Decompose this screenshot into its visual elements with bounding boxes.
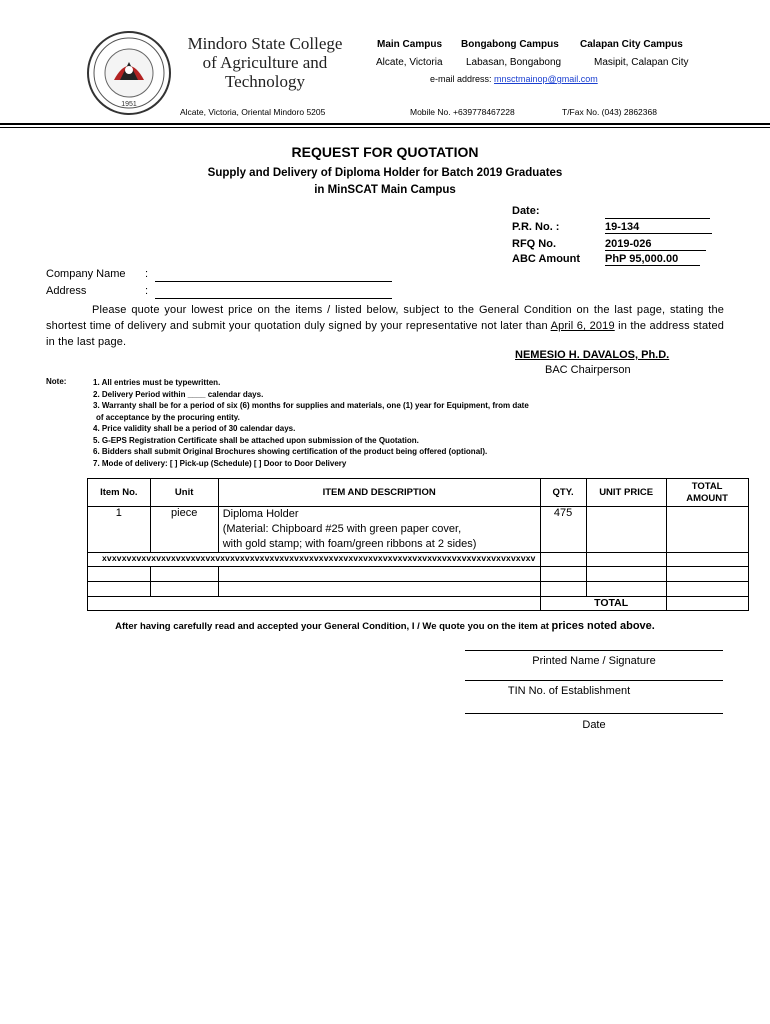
document-subtitle-line1: Supply and Delivery of Diploma Holder for Batch 2019 Graduates (207, 167, 563, 179)
email-label: e-mail address: (430, 74, 495, 84)
telfax-number: T/Fax No. (043) 2862368 (562, 107, 657, 117)
campus-main-location: Alcate, Victoria (376, 57, 443, 68)
note-item: 2. Delivery Period within ____ calendar days. (93, 389, 264, 399)
table-header-row (88, 479, 749, 507)
address-field[interactable] (155, 285, 392, 299)
instruction-paragraph: Please quote your lowest price on the items / listed below, subject to the General Condition on the last page, stating the shortest time of delivery and submit your quotation duly signed by your representative not later than April 6, 2019 in the address stated in the last page. (46, 304, 725, 348)
document-subtitle-line2: in MinSCAT Main Campus (314, 184, 456, 196)
col-total-amount: TOTAL AMOUNT (666, 479, 748, 507)
college-seal-logo (86, 30, 172, 116)
table-row (88, 507, 749, 553)
campus-main-name: Main Campus (377, 39, 443, 50)
x-out-line: xvxvxvxvxvxvxvxvxvxvxvxvxvxvxvxvxvxvxvxvxvxvxvxvxvxvxvxvxvxvxvxvxvxvxvxvxvxvxvxvxvxvxvxv (88, 553, 541, 567)
date-signature-line[interactable] (465, 713, 723, 714)
company-name-label: Company Name (46, 268, 126, 280)
abc-label: ABC Amount (512, 253, 581, 265)
college-name: Mindoro State College of Agriculture and Technology (187, 34, 343, 91)
note-item: 7. Mode of delivery: [ ] Pick-up (Schedule) [ ] Door to Door Delivery (93, 458, 347, 468)
address-colon: : (145, 285, 149, 297)
table-row (88, 582, 749, 597)
grand-total-value[interactable] (666, 597, 748, 611)
tin-label: TIN No. of Establishment (507, 685, 631, 697)
col-unit: Unit (150, 479, 218, 507)
note-item: 6. Bidders shall submit Original Brochures showing certification of the product being offered (optional). (93, 447, 488, 456)
row1-qty: 475 (540, 507, 586, 553)
submission-deadline: April 6, 2019 (550, 320, 615, 332)
college-address: Alcate, Victoria, Oriental Mindoro 5205 (180, 107, 326, 117)
header-divider-thin (0, 127, 770, 128)
row1-unit-price[interactable] (586, 507, 666, 553)
signatory-title: BAC Chairperson (545, 364, 631, 376)
header-divider (0, 123, 770, 125)
campus-calapan-location: Masipit, Calapan City (594, 57, 689, 68)
note-label: Note: (46, 377, 67, 386)
email-line (430, 74, 598, 84)
rfq-label: RFQ No. (512, 238, 556, 250)
seal-year: 1951 (121, 101, 137, 108)
email-link[interactable]: mnsctmainop@gmail.com (494, 74, 598, 84)
note-item: 3. Warranty shall be for a period of six (6) months for supplies and materials, one (1) year for Equipment, from date (93, 401, 529, 410)
table-row (88, 553, 749, 567)
table-row (88, 567, 749, 582)
tin-line[interactable] (465, 680, 723, 681)
closing-statement: After having carefully read and accepted your General Condition, I / We quote you on the item at prices noted above. (115, 620, 655, 632)
note-item: 4. Price validity shall be a period of 30 calendar days. (93, 424, 296, 433)
company-name-field[interactable] (155, 268, 392, 282)
table-total-row (88, 597, 749, 611)
campus-calapan-name: Calapan City Campus (580, 39, 683, 50)
note-item: 5. G-EPS Registration Certificate shall be attached upon submission of the Quotation. (93, 435, 419, 445)
row1-description: Diploma Holder (Material: Chipboard #25 with green paper cover, with gold stamp; with foam/green ribbons at 2 sides) (218, 507, 540, 553)
mobile-number: Mobile No. +639778467228 (410, 107, 515, 117)
quotation-table (87, 478, 749, 611)
notes-list (93, 377, 613, 469)
abc-value: PhP 95,000.00 (605, 253, 700, 266)
document-title: REQUEST FOR QUOTATION (291, 144, 479, 160)
col-item-no: Item No. (88, 479, 151, 507)
date-signature-label: Date (582, 719, 606, 731)
company-name-colon: : (145, 268, 149, 280)
rfq-value: 2019-026 (605, 238, 706, 251)
row1-item-no: 1 (88, 507, 151, 553)
pr-value: 19-134 (605, 221, 712, 234)
campus-bongabong-name: Bongabong Campus (461, 39, 559, 50)
pr-label: P.R. No. : (512, 221, 560, 233)
row1-unit: piece (150, 507, 218, 553)
address-label: Address (46, 285, 87, 297)
col-unit-price: UNIT PRICE (586, 479, 666, 507)
col-item-desc: ITEM AND DESCRIPTION (218, 479, 540, 507)
note-item: 1. All entries must be typewritten. (93, 378, 221, 387)
total-label: TOTAL (540, 597, 666, 611)
printed-name-signature-line[interactable] (465, 650, 723, 651)
col-qty: QTY. (540, 479, 586, 507)
row1-total[interactable] (666, 507, 748, 553)
printed-name-signature-label: Printed Name / Signature (532, 655, 656, 667)
date-value[interactable] (605, 205, 710, 219)
date-label: Date: (512, 205, 540, 217)
signatory-name: NEMESIO H. DAVALOS, Ph.D. (515, 349, 670, 361)
campus-bongabong-location: Labasan, Bongabong (466, 57, 562, 68)
note-item: of acceptance by the procuring entity. (96, 412, 240, 422)
